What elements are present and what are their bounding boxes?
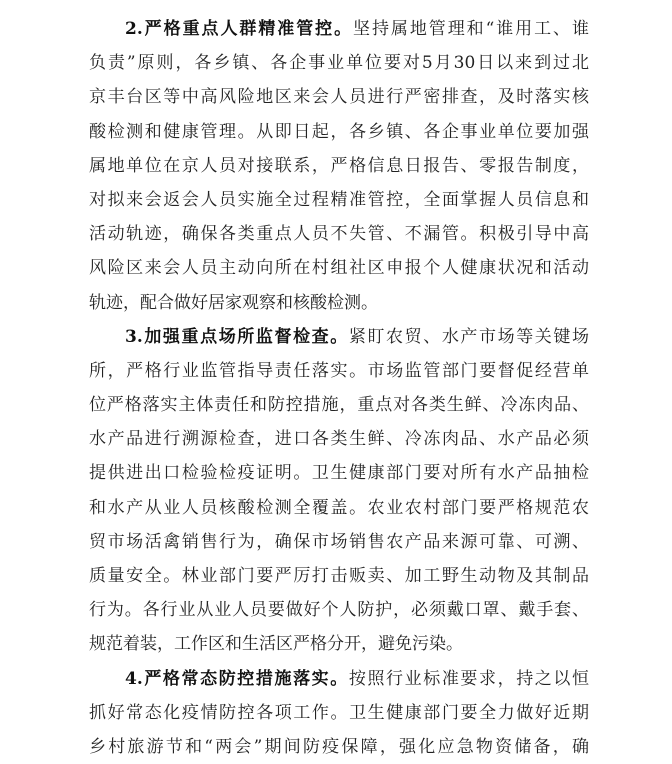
paragraph-3-line: 水产品进行溯源检查，进口各类生鲜、冷冻肉品、水产品必须 [89, 429, 589, 450]
paragraph-2-line: 酸检测和健康管理。从即日起，各乡镇、各企事业单位要加强 [89, 121, 589, 142]
paragraph-3-line: 位严格落实主体责任和防控措施，重点对各类生鲜、冷冻肉品、 [89, 395, 589, 416]
paragraph-3-line: 提供进出口检验检疫证明。卫生健康部门要对所有水产品抽检 [89, 463, 589, 484]
paragraph-2-line: 轨迹，配合做好居家观察和核酸检测。 [89, 292, 378, 313]
paragraph-4-line: 抓好常态化疫情防控各项工作。卫生健康部门要全力做好近期 [89, 702, 589, 723]
paragraph-3-line: 规范着装，工作区和生活区严格分开，避免污染。 [89, 634, 463, 655]
paragraph-2-line: 属地单位在京人员对接联系，严格信息日报告、零报告制度， [89, 155, 589, 176]
paragraph-3-line-1 [89, 320, 589, 354]
paragraph-4-line-1 [89, 662, 589, 696]
paragraph-2 [89, 12, 589, 320]
paragraph-3-line: 贸市场活禽销售行为，确保市场销售农产品来源可靠、可溯、 [89, 531, 589, 552]
paragraph-4-heading: 4.严格常态防控措施落实。 [125, 668, 349, 689]
paragraph-4-line: 乡村旅游节和“两会”期间防疫保障，强化应急物资储备，确 [89, 736, 589, 757]
paragraph-3-line: 质量安全。林业部门要严厉打击贩卖、加工野生动物及其制品 [89, 566, 589, 586]
paragraph-2-line: 风险区来会人员主动向所在村组社区申报个人健康状况和活动 [89, 258, 589, 279]
paragraph-3-heading: 3.加强重点场所监督检查。 [125, 326, 349, 347]
paragraph-2-line: 对拟来会返会人员实施全过程精准管控，全面掌握人员信息和 [89, 189, 589, 210]
paragraph-2-heading: 2.严格重点人群精准管控。 [125, 19, 354, 39]
document-page [89, 12, 589, 764]
paragraph-4 [89, 662, 589, 764]
paragraph-3-line: 和水产从业人员核酸检测全覆盖。农业农村部门要严格规范农 [89, 497, 589, 518]
paragraph-2-line: 京丰台区等中高风险地区来会人员进行严密排查，及时落实核 [89, 87, 589, 108]
paragraph-2-line-1 [89, 12, 589, 46]
paragraph-2-line: 活动轨迹，确保各类重点人员不失管、不漏管。积极引导中高 [89, 224, 589, 245]
paragraph-3-line-1-text: 紧盯农贸、水产市场等关键场 [348, 326, 589, 347]
paragraph-2-line: 负责”原则，各乡镇、各企事业单位要对5月30日以来到过北 [89, 53, 589, 74]
paragraph-3 [89, 320, 589, 662]
paragraph-4-line-1-text: 按照行业标准要求，持之以恒 [348, 668, 589, 689]
paragraph-3-line: 行为。各行业从业人员要做好个人防护，必须戴口罩、戴手套、 [89, 600, 589, 621]
paragraph-2-line-1-text: 坚持属地管理和“谁用工、谁 [353, 19, 589, 39]
paragraph-3-line: 所，严格行业监管指导责任落实。市场监管部门要督促经营单 [89, 360, 589, 381]
